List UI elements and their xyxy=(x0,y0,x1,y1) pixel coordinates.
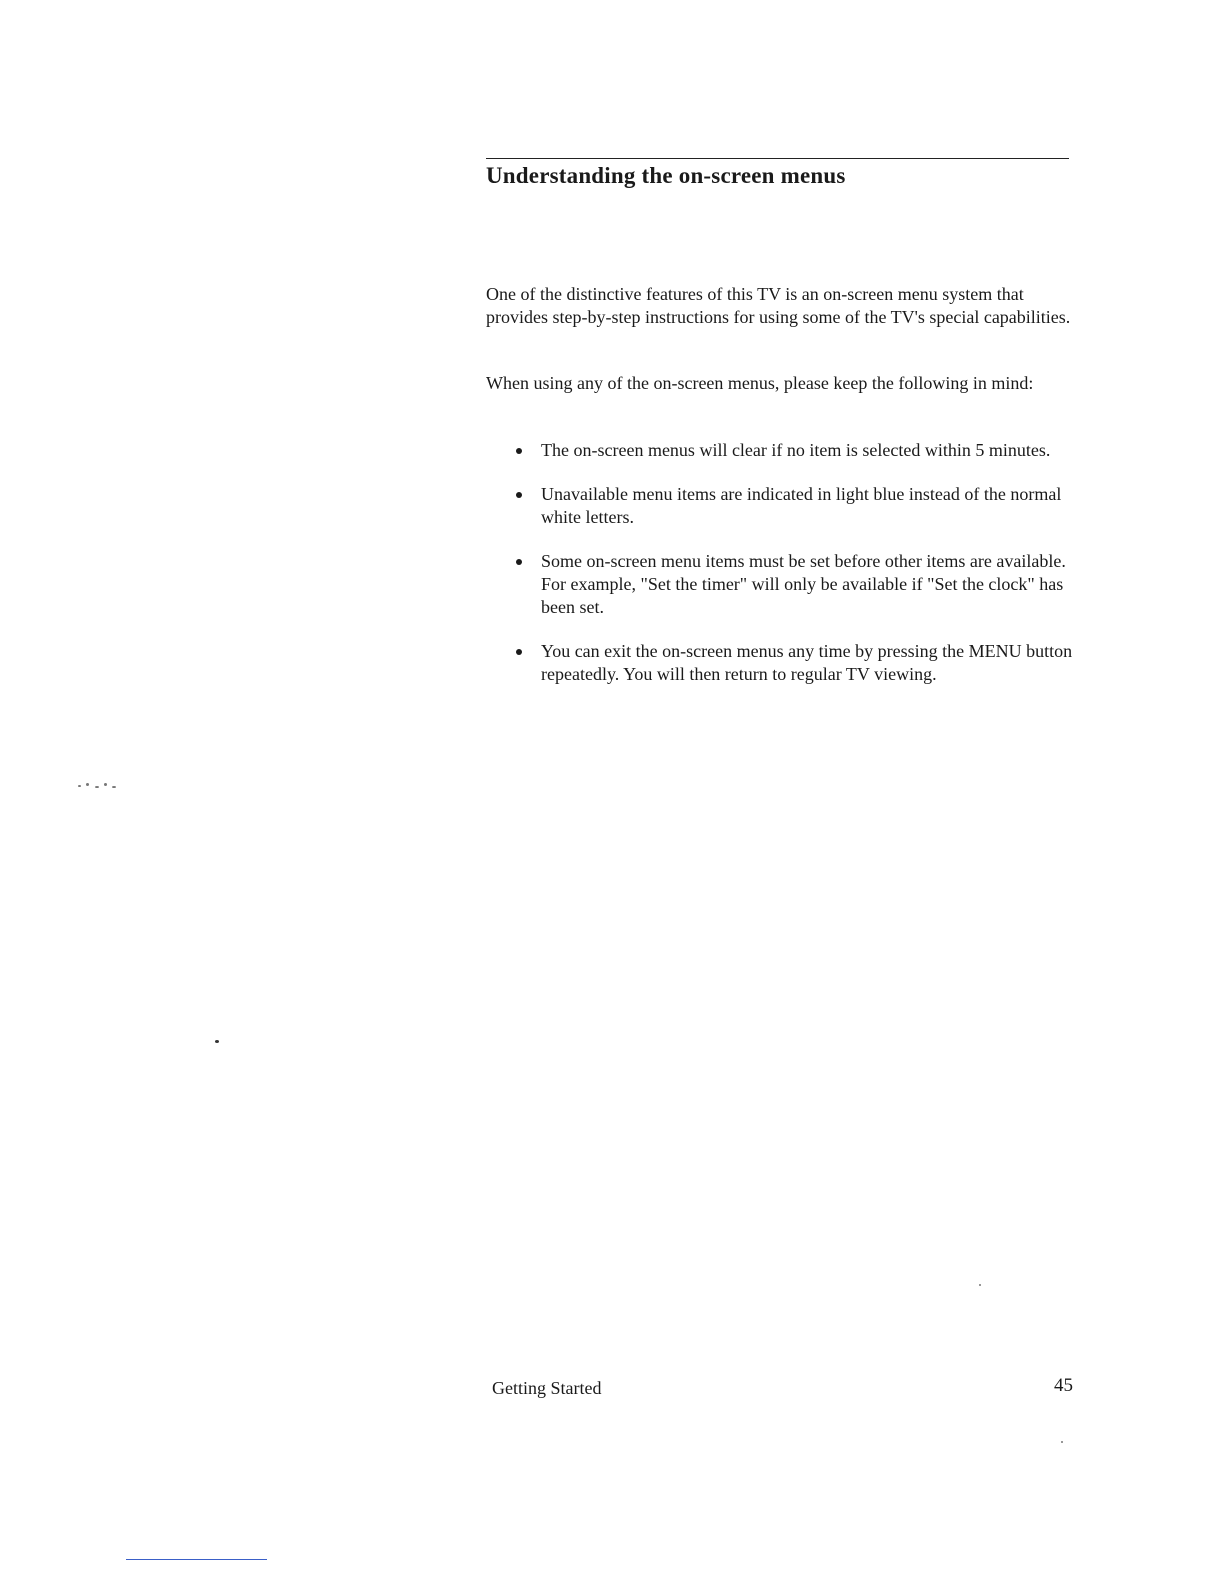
list-item xyxy=(486,439,1086,462)
keep-in-mind-paragraph: When using any of the on-screen menus, please keep the following in mind: xyxy=(486,373,1034,393)
list-item-text: Unavailable menu items are indicated in light blue instead of the normal white letters. xyxy=(541,484,1062,527)
bullet-icon xyxy=(516,492,522,498)
scan-speck xyxy=(104,783,107,786)
bullet-icon xyxy=(516,649,522,655)
bullet-icon xyxy=(516,559,522,565)
scan-speck xyxy=(78,785,81,787)
footer-section-name: Getting Started xyxy=(492,1378,602,1398)
bullet-icon xyxy=(516,448,522,454)
list-item xyxy=(486,640,1086,686)
scan-speck xyxy=(86,783,89,786)
scan-speck xyxy=(112,786,116,788)
header-rule xyxy=(486,158,1069,159)
list-item-text: Some on-screen menu items must be set before other items are available. For example, "Set the timer" will only be available if "Set the clock" has been set. xyxy=(541,551,1066,617)
scan-speck xyxy=(979,1284,981,1286)
list-item xyxy=(486,550,1086,619)
scan-speck xyxy=(95,786,99,788)
intro-paragraph: One of the distinctive features of this TV is an on-screen menu system that provides step-by-step instructions for using some of the TV's special capabilities. xyxy=(486,284,1071,327)
list-item xyxy=(486,483,1086,529)
scan-speck xyxy=(215,1040,219,1043)
bottom-rule xyxy=(126,1559,267,1560)
list-item-text: You can exit the on-screen menus any time by pressing the MENU button repeatedly. You will then return to regular TV viewing. xyxy=(541,641,1073,684)
page-number: 45 xyxy=(1054,1375,1073,1396)
list-item-text: The on-screen menus will clear if no item is selected within 5 minutes. xyxy=(541,440,1051,460)
tips-list xyxy=(486,439,1086,707)
scan-speck xyxy=(1061,1441,1063,1443)
section-title: Understanding the on-screen menus xyxy=(486,163,846,188)
